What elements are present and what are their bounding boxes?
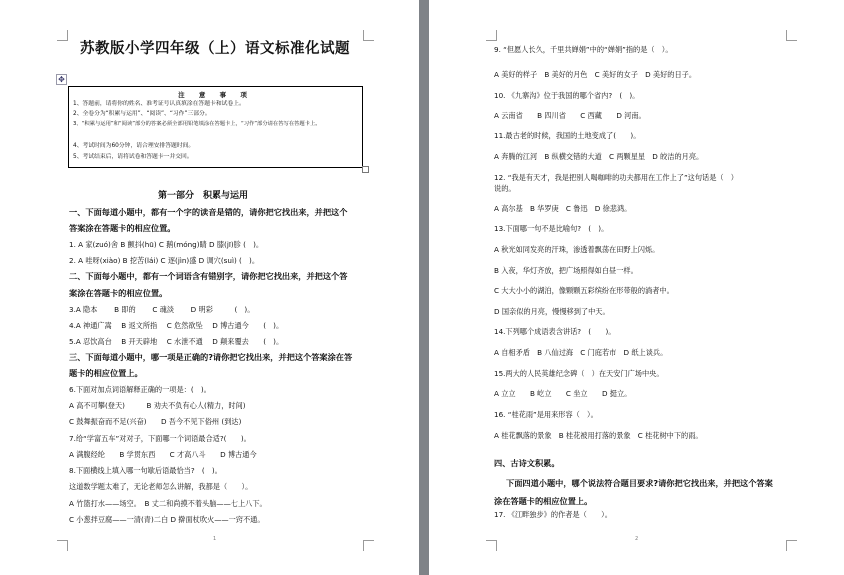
question-line: A 自相矛盾 B 八仙过海 C 门庭若市 D 纸上谈兵。: [494, 348, 668, 357]
margin-corner-bottom-left: [486, 540, 497, 551]
question-line: 5.A 忍饮高台 B 开天辟地 C 水泄不通 D 颠来覆去 ( )。: [69, 337, 284, 346]
notice-title: 注 意 事 项: [178, 91, 253, 99]
question-line: 8.下面横线上填入哪一句歇后语最恰当? ( )。: [69, 466, 222, 475]
margin-corner-top-right: [363, 30, 374, 41]
question-line: 说的。: [494, 184, 516, 193]
question-line: 10. 《九寨沟》位于我国的哪个省内? ( )。: [494, 91, 640, 100]
margin-corner-top-right: [786, 30, 797, 41]
question-line: A 高尔基 B 华罗庚 C 鲁迅 D 徐悲鸿。: [494, 204, 632, 213]
question-line: A 竹篮打水——场空。 B 丈二和尚摸不着头脑——七上八下。: [69, 499, 267, 508]
question-line: 4.A 神通广嵩 B 返文所指 C 危然欲坠 D 博古通今 ( )。: [69, 321, 284, 330]
question-line: A 立立 B 屹立 C 坐立 D 挺立。: [494, 389, 632, 398]
notice-line: 3、“积累与运用”和“阅读”部分的答案必须全部用铅笔填涂在答题卡上，“习作”部分请在答写在答题卡上。: [73, 121, 321, 127]
question-line: 案涂在答题卡的相应位置。: [69, 288, 168, 298]
margin-corner-top-left: [57, 30, 68, 41]
page-number: 1: [213, 536, 217, 542]
question-line: 12. “我是有天才，我是把别人喝咖啡的功夫都用在工作上了”这句话是（ ）: [494, 173, 738, 182]
question-line: 17. 《江畔独步》的作者是（ ）。: [494, 510, 612, 519]
question-line: 题卡的相应位置上。: [69, 368, 143, 378]
question-line: 7.给“学富五车”对对子，下面哪一个词语最合适?( )。: [69, 434, 251, 443]
question-line: 9. “但愿人长久，千里共婵娟”中的“婵娟”指的是（ ）。: [494, 45, 673, 54]
question-line: A 桂花飘落的景象 B 桂花被用打落的景象 C 桂花树中下的雨。: [494, 431, 703, 440]
question-line: 11.最古老的时候，我国的土地变成了( )。: [494, 131, 641, 140]
table-resize-handle[interactable]: [362, 166, 369, 173]
page-number: 2: [635, 536, 639, 542]
question-line: 14.下列哪个成语表含讲话? ( )。: [494, 327, 616, 336]
question-line: 6.下面对加点词语解释正确的一项是：( )。: [69, 385, 211, 394]
question-line: 三、下面每道小题中，哪一项是正确的?请你把它找出来，并把这个答案涂在答: [69, 352, 353, 362]
question-line: 2. A 哇呀(xiào) B 挖苦(lái) C 逐(jìn)盛 D 调穴(suì) ( )。: [69, 256, 260, 265]
page-2: [429, 0, 844, 575]
notice-box: [68, 86, 363, 168]
question-line: C 小葱拌豆腐——一清(青)二白 D 擀面杖吹火——一窍不通。: [69, 515, 265, 524]
notice-line: 5、考试结束后，请将试卷和答题卡一并交回。: [73, 154, 193, 160]
question-line: B 入夜，华灯齐放，把广场照得如白昼一样。: [494, 266, 638, 275]
notice-line: 2、全卷分为“积累与运用”、“阅读”、“习作”三部分。: [73, 111, 211, 117]
question-line: C 大大小小的湖泊，像颗颗五彩缤纷在形带般的淌者中。: [494, 286, 674, 295]
margin-corner-bottom-left: [57, 540, 68, 551]
question-line: 15.两大的人民英雄纪念碑（ ）在天安门广场中央。: [494, 369, 664, 378]
question-line: A 秋光如同发亮的汗珠，渗透着飘荡在田野上闪烁。: [494, 245, 660, 254]
notice-line: 4、考试时间为60分钟，请合理安排答题时间。: [73, 143, 195, 149]
question-line: A 奔腾的江河 B 纵横交错的大道 C 两颗星星 D 皎洁的月亮。: [494, 152, 704, 161]
document-title: 苏教版小学四年级（上）语文标准化试题: [80, 41, 350, 57]
page-1: [0, 0, 419, 575]
margin-corner-bottom-right: [363, 540, 374, 551]
question-line: 一、下面每道小题中，都有一个字的读音是错的，请你把它找出来，并把这个: [69, 207, 348, 217]
notice-line: 1、答题前，请将你的姓名、准考证号认真填涂在答题卡和试卷上。: [73, 101, 245, 107]
question-line: A 满腹经纶 B 学贯东西 C 才高八斗 D 博古通今: [69, 450, 257, 459]
question-line: 1. A 家(zuó)舍 B 颤抖(hū) C 鹅(móng)睛 D 膝(jī)胗 ( )。: [69, 240, 264, 249]
question-line: 涂在答题卡的相应位置上。: [494, 496, 593, 506]
question-line: 16. “桂花雨”是用来形容（ ）。: [494, 410, 598, 419]
table-move-handle-icon[interactable]: ✥: [56, 74, 67, 85]
margin-corner-top-left: [486, 30, 497, 41]
question-line: 这道数学题太难了，无论老师怎么讲解，我都是（ ）。: [69, 482, 253, 491]
question-line: 下面四道小题中，哪个说法符合题目要求?请你把它找出来，并把这个答案: [506, 478, 773, 488]
question-line: 13.下面哪一句不是比喻句? ( )。: [494, 224, 609, 233]
question-line: A 云南省 B 四川省 C 西藏 D 河南。: [494, 111, 646, 120]
question-line: A 高不可攀(登天) B 劝夫不负有心人(精力，时间): [69, 401, 246, 410]
question-line: A 美好的样子 B 美好的月色 C 美好的女子 D 美好的日子。: [494, 70, 697, 79]
question-line: 答案涂在答题卡的相应位置。: [69, 223, 176, 233]
margin-corner-bottom-right: [786, 540, 797, 551]
section-title: 第一部分 积累与运用: [158, 191, 249, 201]
question-line: C 鼓舞振奋而不足(兴奋) D 吾今不见下俗州 (到达): [69, 417, 242, 426]
question-line: 二、下面每小题中，都有一个词语含有错别字，请你把它找出来，并把这个答: [69, 271, 348, 281]
section-heading: 四、古诗文积累。: [494, 458, 560, 468]
question-line: D 国亲似的月亮，慢慢移到了中天。: [494, 307, 610, 316]
question-line: 3.A 隐本 B 即的 C 魂淡 D 明彩 ( )。: [69, 305, 255, 314]
